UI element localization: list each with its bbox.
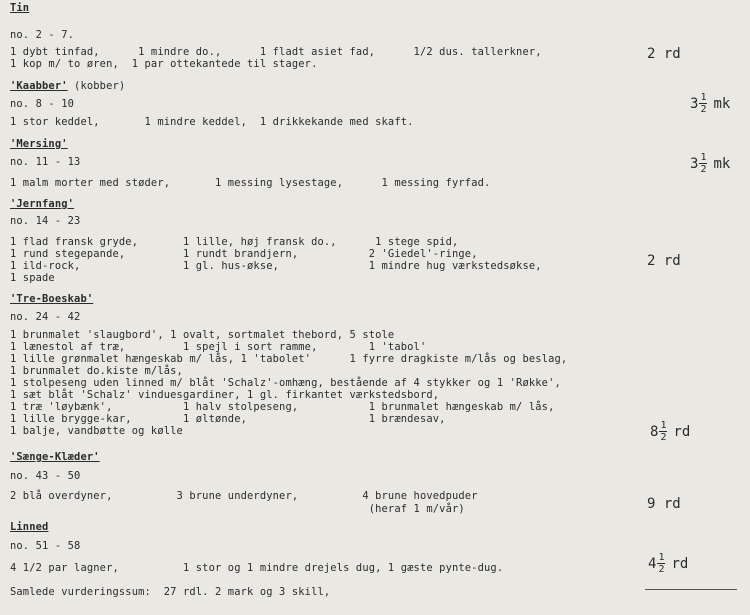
value-tin: 2 rd xyxy=(647,46,681,62)
section-numbers-mersing: no. 11 - 13 xyxy=(10,156,81,168)
item-line: 1 lænestol af træ, 1 spejl i sort ramme, 1 'tabol' xyxy=(10,341,427,353)
item-line: 1 ild-rock, 1 gl. hus-økse, 1 mindre hug værkstedsøkse, xyxy=(10,260,542,272)
section-heading-senge-klaeder: 'Sænge-Klæder' xyxy=(10,451,100,463)
section-numbers-linned: no. 51 - 58 xyxy=(10,540,81,552)
item-line: 1 flad fransk gryde, 1 lille, høj fransk do., 1 stege spid, xyxy=(10,236,459,248)
item-line: 1 sæt blåt 'Schalz' vinduesgardiner, 1 gl. firkantet værkstedsbord, xyxy=(10,389,440,401)
section-numbers-senge-klaeder: no. 43 - 50 xyxy=(10,470,81,482)
item-line: 1 spade xyxy=(10,272,55,284)
item-line: 1 træ 'løybænk', 1 halv stolpeseng, 1 brunmalet hængeskab m/ lås, xyxy=(10,401,555,413)
item-line: 1 rund stegepande, 1 rundt brandjern, 2 'Giedel'-ringe, xyxy=(10,248,478,260)
section-numbers-jernfang: no. 14 - 23 xyxy=(10,215,81,227)
value-jernfang: 2 rd xyxy=(647,253,681,269)
section-heading-jernfang: 'Jernfang' xyxy=(10,198,75,210)
item-line: 4 1/2 par lagner, 1 stor og 1 mindre drejels dug, 1 gæste pynte-dug. xyxy=(10,562,504,574)
section-heading-kaabber: 'Kaabber' (kobber) xyxy=(10,80,126,92)
item-line: 1 malm morter med støder, 1 messing lysestage, 1 messing fyrfad. xyxy=(10,177,491,189)
item-line: 1 balje, vandbøtte og kølle xyxy=(10,425,183,437)
section-numbers-kaabber: no. 8 - 10 xyxy=(10,98,75,110)
item-line: 2 blå overdyner, 3 brune underdyner, 4 brune hovedpuder xyxy=(10,490,478,502)
section-heading-tin: Tin xyxy=(10,2,30,14)
section-heading-mersing: 'Mersing' xyxy=(10,138,68,150)
value-linned: 4 1 2 rd xyxy=(648,552,689,575)
total-rule xyxy=(645,589,737,590)
section-heading-tre-boeskab: 'Tre-Boeskab' xyxy=(10,293,94,305)
item-line: 1 lille grønmalet hængeskab m/ lås, 1 'tabolet' 1 fyrre dragkiste m/lås og beslag, xyxy=(10,353,568,365)
section-numbers-tre-boeskab: no. 24 - 42 xyxy=(10,311,81,323)
item-line: 1 brunmalet do.kiste m/lås, xyxy=(10,365,183,377)
item-line: 1 kop m/ to øren, 1 par ottekantede til stager. xyxy=(10,58,318,70)
section-numbers-tin: no. 2 - 7. xyxy=(10,29,75,41)
value-mersing: 3 1 2 mk xyxy=(690,152,731,175)
item-line: 1 dybt tinfad, 1 mindre do., 1 fladt asiet fad, 1/2 dus. tallerkner, xyxy=(10,46,542,58)
value-senge-klaeder: 9 rd xyxy=(647,496,681,512)
item-line: 1 lille brygge-kar, 1 øltønde, 1 brændesav, xyxy=(10,413,446,425)
value-tre-boeskab: 8 1 2 rd xyxy=(650,420,691,443)
section-heading-linned: Linned xyxy=(10,521,49,533)
total-line: Samlede vurderingssum: 27 rdl. 2 mark og 3 skill, xyxy=(10,586,331,598)
value-kaabber: 3 1 2 mk xyxy=(690,92,731,115)
item-line: 1 stor keddel, 1 mindre keddel, 1 drikkekande med skaft. xyxy=(10,116,414,128)
item-line: (heraf 1 m/vår) xyxy=(10,503,465,515)
item-line: 1 brunmalet 'slaugbord', 1 ovalt, sortmalet thebord, 5 stole xyxy=(10,329,395,341)
item-line: 1 stolpeseng uden linned m/ blåt 'Schalz'-omhæng, bestående af 4 stykker og 1 'Røkke', xyxy=(10,377,561,389)
